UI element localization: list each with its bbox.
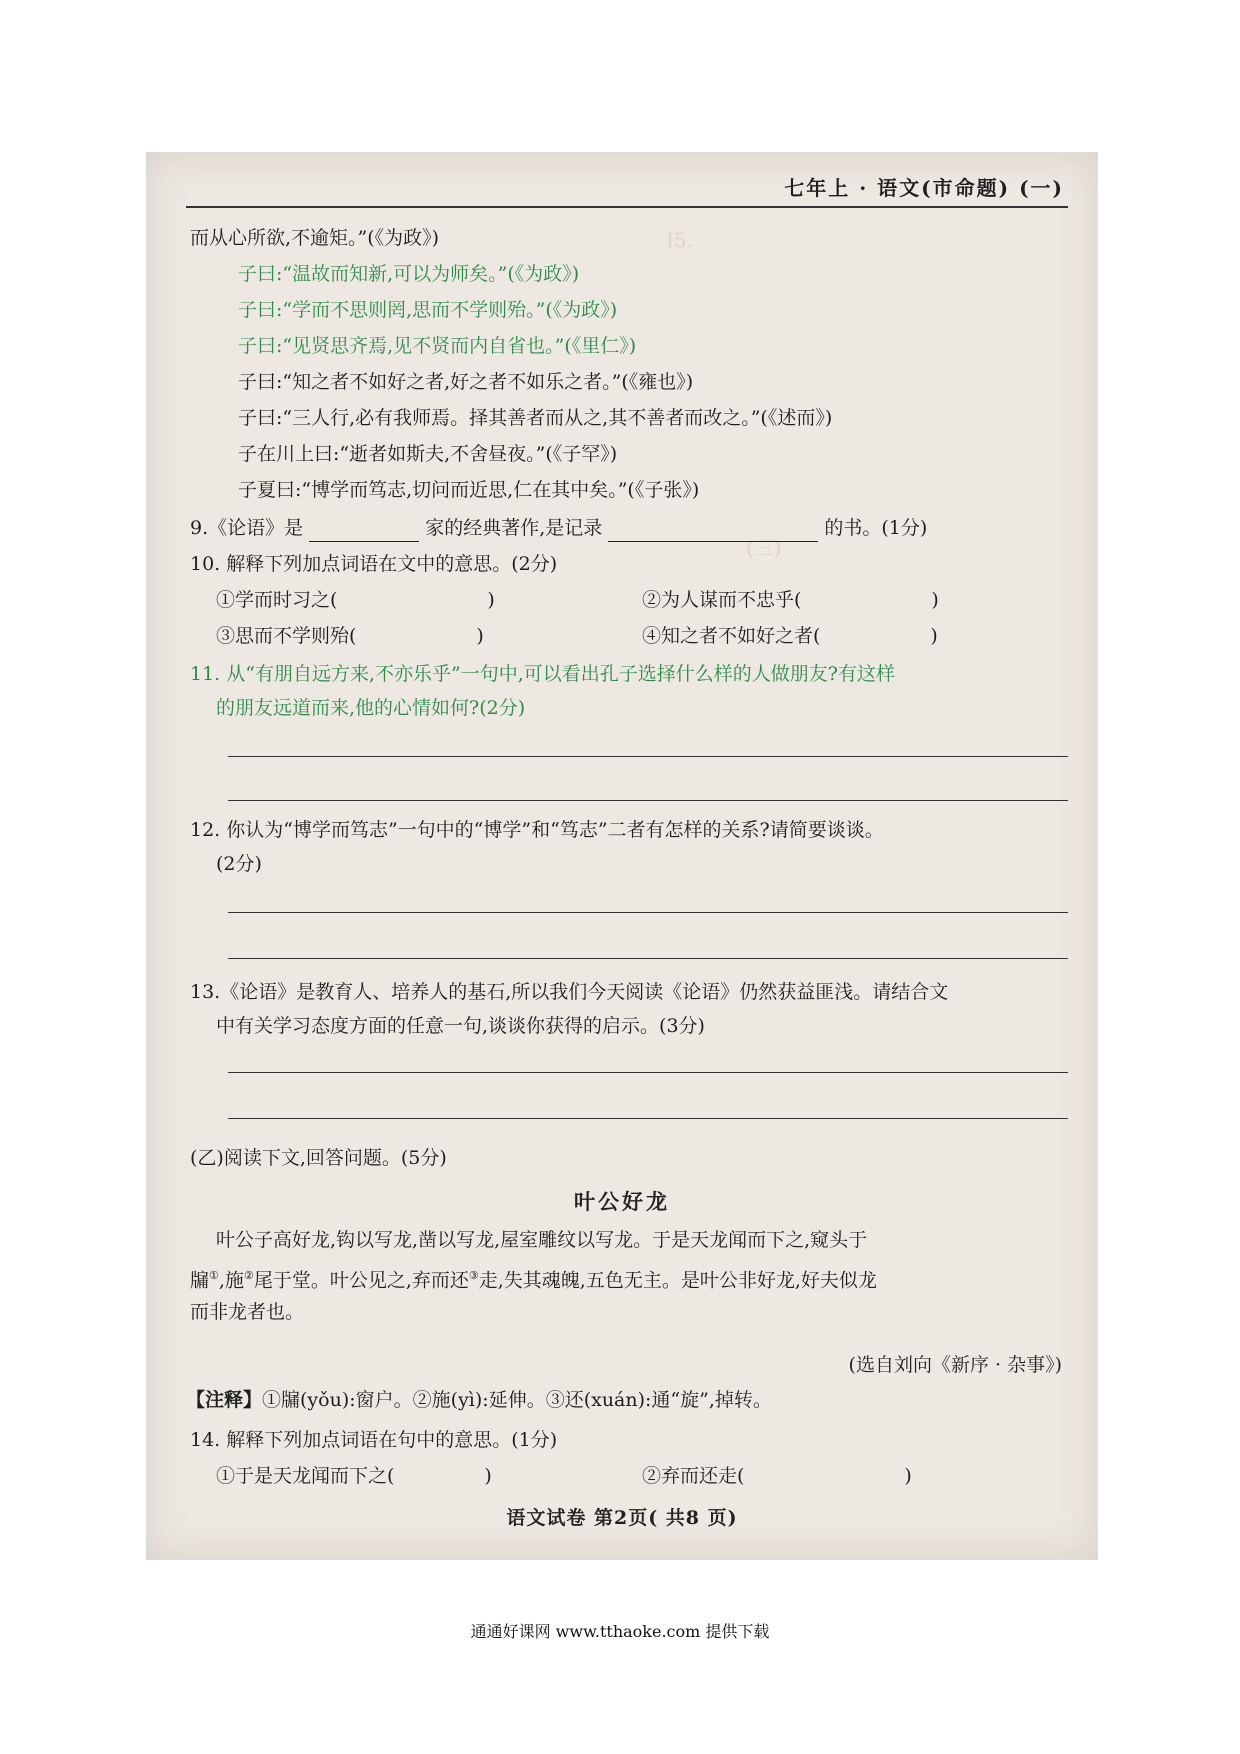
close-paren: ) — [484, 1465, 492, 1487]
footnote-mark: ② — [243, 1269, 254, 1282]
question-14-item-text: ①于是天龙闻而下之( — [216, 1465, 395, 1487]
answer-line[interactable] — [228, 1072, 1068, 1073]
passage-line: 而非龙者也。 — [190, 1301, 305, 1323]
question-12: (2分) — [216, 853, 262, 875]
close-paren: ) — [931, 589, 939, 611]
close-paren: ) — [487, 589, 495, 611]
page-footer: 语文试卷 第2页( 共8 页) — [506, 1507, 738, 1529]
classic-quote: 子曰:“学而不思则罔,思而不学则殆。”(《为政》) — [238, 299, 618, 321]
question-11: 11. 从“有朋自远方来,不亦乐乎”一句中,可以看出孔子选择什么样的人做朋友?有这样 — [190, 663, 895, 685]
answer-line[interactable] — [228, 800, 1068, 801]
question-9 — [190, 514, 927, 542]
classic-quote: 子曰:“温故而知新,可以为师矣。”(《为政》) — [238, 263, 580, 285]
passage-text: ,施 — [218, 1269, 244, 1292]
question-10-item-text: ③思而不学则殆( — [216, 625, 357, 647]
exam-page — [146, 152, 1098, 1560]
answer-line[interactable] — [228, 1118, 1068, 1119]
passage-line: 叶公子高好龙,钩以写龙,凿以写龙,屋室雕纹以写龙。于是天龙闻而下之,窥头于 — [216, 1229, 868, 1251]
classic-quote: 子曰:“知之者不如好之者,好之者不如乐之者。”(《雍也》) — [238, 371, 694, 393]
question-10-item — [642, 622, 938, 650]
close-paren: ) — [476, 625, 484, 647]
answer-blank[interactable] — [309, 519, 419, 542]
question-14-item — [642, 1462, 912, 1490]
question-10-item-text: ②为人谋而不忠乎( — [642, 589, 802, 611]
classic-continuation: 而从心所欲,不逾矩。”(《为政》) — [190, 227, 440, 249]
question-9-text: 家的经典著作,是记录 — [425, 517, 603, 539]
classic-quote: 子曰:“三人行,必有我师焉。择其善者而从之,其不善者而改之。”(《述而》) — [238, 407, 833, 429]
answer-blank[interactable] — [608, 519, 818, 542]
answer-line[interactable] — [228, 912, 1068, 913]
question-11: 的朋友远道而来,他的心情如何?(2分) — [216, 697, 526, 719]
question-10-item-text: ①学而时习之( — [216, 589, 338, 611]
answer-line[interactable] — [228, 756, 1068, 757]
passage-notes — [186, 1386, 772, 1414]
passage-text: 尾于堂。叶公见之,弃而还 — [253, 1269, 469, 1292]
footnote-mark: ③ — [468, 1269, 479, 1282]
bleed-through-text: (三) — [746, 536, 782, 560]
passage-source: (选自刘向《新序 · 杂事》) — [848, 1354, 1062, 1376]
question-9-text: 9.《论语》是 — [190, 517, 304, 539]
question-10-item — [642, 586, 939, 614]
question-10-item-text: ④知之者不如好之者( — [642, 625, 821, 647]
question-14-item-text: ②弃而还走( — [642, 1465, 745, 1487]
classic-quote: 子曰:“见贤思齐焉,见不贤而内自省也。”(《里仁》) — [238, 335, 637, 357]
question-12: 12. 你认为“博学而笃志”一句中的“博学”和“笃志”二者有怎样的关系?请简要谈谈。 — [190, 819, 884, 841]
passage-line — [190, 1262, 877, 1294]
question-14-item — [216, 1462, 492, 1490]
question-9-text: 的书。(1分) — [824, 517, 928, 539]
notes-text: ①牖(yǒu):窗户。②施(yì):延伸。③还(xuán):通“旋”,掉转。 — [262, 1389, 772, 1411]
passage-text: 牖 — [190, 1269, 210, 1292]
question-13: 13.《论语》是教育人、培养人的基石,所以我们今天阅读《论语》仍然获益匪浅。请结合文 — [190, 981, 949, 1003]
page-header: 七年上 · 语文(市命题) (一) — [784, 176, 1064, 200]
question-14: 14. 解释下列加点词语在句中的意思。(1分) — [190, 1429, 558, 1451]
answer-line[interactable] — [228, 958, 1068, 959]
close-paren: ) — [904, 1465, 912, 1487]
question-13: 中有关学习态度方面的任意一句,谈谈你获得的启示。(3分) — [216, 1015, 705, 1037]
classic-quote: 子夏曰:“博学而笃志,切问而近思,仁在其中矣。”(《子张》) — [238, 479, 700, 501]
notes-label: 【注释】 — [186, 1389, 263, 1411]
bleed-through-text: Ⅰ5. — [666, 228, 693, 252]
question-10-item — [216, 622, 484, 650]
close-paren: ) — [930, 625, 938, 647]
passage-text: 走,失其魂魄,五色无主。是叶公非好龙,好夫似龙 — [478, 1269, 877, 1292]
question-10: 10. 解释下列加点词语在文中的意思。(2分) — [190, 553, 558, 575]
footnote-mark: ① — [209, 1269, 219, 1282]
passage-title: 叶公好龙 — [574, 1189, 670, 1214]
passage-intro: (乙)阅读下文,回答问题。(5分) — [190, 1147, 447, 1169]
site-credit: 通通好课网 www.tthaoke.com 提供下载 — [470, 1622, 770, 1641]
header-rule — [186, 206, 1068, 208]
classic-quote: 子在川上曰:“逝者如斯夫,不舍昼夜。”(《子罕》) — [238, 443, 618, 465]
question-10-item — [216, 586, 495, 614]
